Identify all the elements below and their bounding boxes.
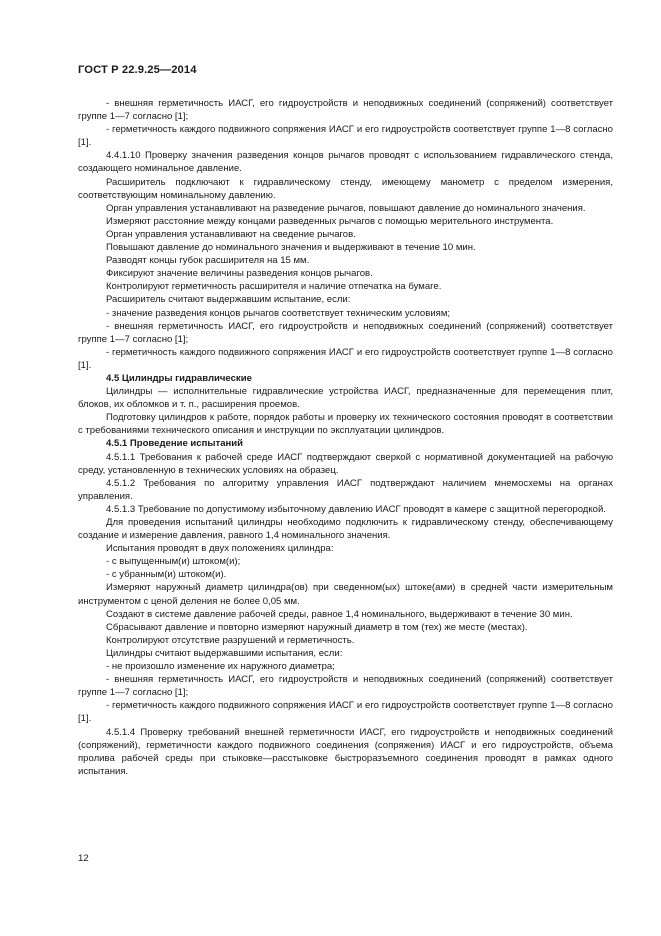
paragraph: Измеряют расстояние между концами разведенных рычагов с помощью мерительного инструмента.	[106, 215, 554, 227]
paragraph: Разводят концы губок расширителя на 15 мм.	[106, 255, 310, 267]
paragraph: 4.5.1.2 Требования по алгоритму управления ИАСГ подтверждают наличием мнемосхемы на органах управления.	[78, 477, 613, 502]
paragraph: - внешняя герметичность ИАСГ, его гидроустройств и неподвижных соединений (сопряжений) соответствует группе 1—7 согласно [1];	[78, 98, 613, 123]
paragraph: 4.5.1.3 Требование по допустимому избыточному давлению ИАСГ проводят в камере с защитной перегородкой.	[106, 503, 606, 515]
paragraph: 4.5.1.1 Требования к рабочей среде ИАСГ подтверждают сверкой с нормативной документацией на рабочую среду, установленную в технических условиях на образец.	[78, 451, 613, 476]
paragraph: Контролируют отсутствие разрушений и герметичность.	[106, 634, 355, 646]
paragraph: Сбрасывают давление и повторно измеряют наружный диаметр в том (тех) же месте (местах).	[106, 621, 528, 633]
paragraph: - с выпущенным(и) штоком(и);	[106, 556, 241, 568]
paragraph: - внешняя герметичность ИАСГ, его гидроустройств и неподвижных соединений (сопряжений) соответствует группе 1—7 согласно [1];	[78, 674, 613, 699]
paragraph: Орган управления устанавливают на сведение рычагов.	[106, 228, 356, 240]
paragraph: Расширитель подключают к гидравлическому стенду, имеющему манометр с пределом измерения, соответствующим номинальному давлению.	[78, 176, 613, 201]
paragraph: - с убранным(и) штоком(и).	[106, 569, 227, 581]
paragraph: Создают в системе давление рабочей среды, равное 1,4 номинального, выдерживают в течение 30 мин.	[106, 608, 573, 620]
paragraph: 4.4.1.10 Проверку значения разведения концов рычагов проводят с использованием гидравлического стенда, создающего номинальное давление.	[78, 150, 613, 175]
paragraph: 4.5.1.4 Проверку требований внешней герметичности ИАСГ, его гидроустройств и неподвижных соединений (сопряжений), герметичности каждого подвижного соединения (сопряжения) ИАСГ и его гидроустройств, объема пролива рабочей среды при стыковке—расстыковке быстроразъемного соединения проводят в рамках одного испытания.	[78, 726, 613, 777]
paragraph: Подготовку цилиндров к работе, порядок работы и проверку их технического состояния проводят в соответствии с требованиями технического описания и инструкции по эксплуатации цилиндров.	[78, 412, 613, 437]
paragraph: Расширитель считают выдержавшим испытание, если:	[106, 294, 351, 306]
page-number: 12	[78, 853, 89, 864]
paragraph: - значение разведения концов рычагов соответствует техническим условиям;	[106, 307, 451, 319]
paragraph: - герметичность каждого подвижного сопряжения ИАСГ и его гидроустройств соответствует группе 1—8 согласно [1].	[78, 124, 613, 149]
paragraph: Цилиндры считают выдержавшими испытания, если:	[106, 647, 343, 659]
subsection-heading: 4.5.1 Проведение испытаний	[106, 438, 244, 450]
paragraph: - герметичность каждого подвижного сопряжения ИАСГ и его гидроустройств соответствует группе 1—8 согласно [1].	[78, 700, 613, 725]
paragraph: Орган управления устанавливают на разведение рычагов, повышают давление до номинального значения.	[106, 202, 586, 214]
body-text	[78, 97, 613, 778]
paragraph: Фиксируют значение величины разведения концов рычагов.	[106, 268, 373, 280]
paragraph: - внешняя герметичность ИАСГ, его гидроустройств и неподвижных соединений (сопряжений) соответствует группе 1—7 согласно [1];	[78, 320, 613, 345]
paragraph: Контролируют герметичность расширителя и наличие отпечатка на бумаге.	[106, 281, 442, 293]
paragraph: Повышают давление до номинального значения и выдерживают в течение 10 мин.	[106, 242, 476, 254]
paragraph: Цилиндры — исполнительные гидравлические устройства ИАСГ, предназначенные для перемещения плит, блоков, их обломков и т. п., расширения проемов.	[78, 386, 613, 411]
paragraph: Для проведения испытаний цилиндры необходимо подключить к гидравлическому стенду, обеспечивающему создание и измерение давления, равного 1,4 номинального значения.	[78, 517, 613, 542]
paragraph: Испытания проводят в двух положениях цилиндра:	[106, 543, 334, 555]
paragraph: Измеряют наружный диаметр цилиндра(ов) при сведенном(ых) штоке(ами) в средней части измерительным инструментом с ценой деления не более 0,05 мм.	[78, 582, 613, 607]
paragraph: - герметичность каждого подвижного сопряжения ИАСГ и его гидроустройств соответствует группе 1—8 согласно [1].	[78, 346, 613, 371]
section-heading: 4.5 Цилиндры гидравлические	[106, 372, 252, 384]
standard-header: ГОСТ Р 22.9.25—2014	[78, 64, 197, 76]
paragraph: - не произошло изменение их наружного диаметра;	[106, 661, 335, 673]
